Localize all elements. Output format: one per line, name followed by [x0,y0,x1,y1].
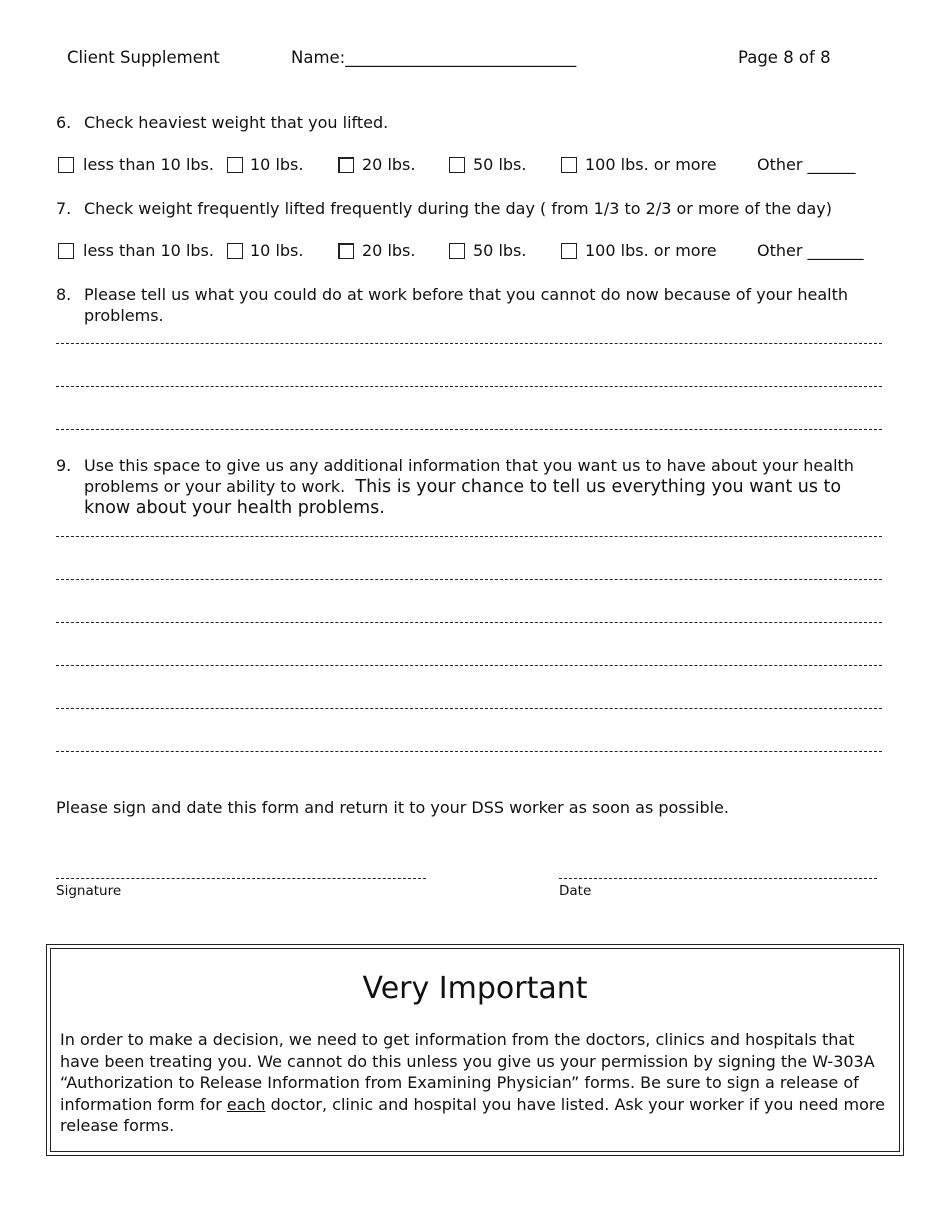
important-notice-inner [50,948,900,1152]
q7-checkbox-less-than-10[interactable] [58,243,74,259]
q6-option-label: 10 lbs. [250,155,304,174]
q7-text: Check weight frequently lifted frequently during the day ( from 1/3 to 2/3 or more of the day) [84,199,832,218]
q6-option-label: less than 10 lbs. [83,155,214,174]
q9-text-line2a: problems or your ability to work. [84,477,346,496]
important-text [60,1029,893,1137]
q9-text-line3: know about your health problems. [84,498,385,518]
q6-option-label: 20 lbs. [362,155,416,174]
q7-option-label: 10 lbs. [250,241,304,260]
q8-text-line2: problems. [84,306,164,325]
q6-option-label: 100 lbs. or more [585,155,717,174]
q9-text-line2b: This is your chance to tell us everything you want us to [355,477,842,497]
q7-checkbox-10[interactable] [227,243,243,259]
signature-label: Signature [56,883,122,899]
q9-text-line2 [84,477,841,497]
q8-answer-line-1[interactable] [56,343,882,344]
q9-text-line1: Use this space to give us any additional information that you want us to have about your health [84,456,854,475]
q9-answer-line-5[interactable] [56,708,882,709]
important-text-part2: doctor, clinic and hospital you have listed. Ask your worker if you need more release forms. [60,1094,885,1135]
q7-checkbox-100-or-more[interactable] [561,243,577,259]
q6-other-field[interactable]: Other ______ [757,155,856,174]
q6-checkbox-50[interactable] [449,157,465,173]
q7-checkbox-20[interactable] [338,243,354,259]
q7-option-label: less than 10 lbs. [83,241,214,260]
important-text-emphasis: each [226,1094,266,1114]
page-number: Page 8 of 8 [738,48,831,67]
q6-number: 6. [56,113,72,132]
q9-answer-line-1[interactable] [56,536,882,537]
q8-answer-line-2[interactable] [56,386,882,387]
q9-answer-line-2[interactable] [56,579,882,580]
q7-option-label: 20 lbs. [362,241,416,260]
q7-option-label: 50 lbs. [473,241,527,260]
signature-line[interactable] [56,878,426,879]
form-title: Client Supplement [67,48,220,67]
q6-checkbox-20[interactable] [338,157,354,173]
q8-number: 8. [56,285,72,304]
q9-answer-line-6[interactable] [56,751,882,752]
q7-checkbox-50[interactable] [449,243,465,259]
q9-answer-line-4[interactable] [56,665,882,666]
important-notice-box [46,944,904,1156]
important-title: Very Important [362,971,588,1006]
q6-text: Check heaviest weight that you lifted. [84,113,389,132]
q7-number: 7. [56,199,72,218]
q7-other-field[interactable]: Other _______ [757,241,864,260]
q9-number: 9. [56,456,72,475]
q8-answer-line-3[interactable] [56,429,882,430]
q6-checkbox-100-or-more[interactable] [561,157,577,173]
date-line[interactable] [559,878,877,879]
name-field[interactable]: Name:____________________________ [291,48,577,67]
important-text-part1: In order to make a decision, we need to get information from the doctors, clinics and hospitals that have been treating you. We cannot do this unless you give us your permission by signing the W-303A “Authorization to Release Information from Examining Physician” forms. Be sure to sign a release of information form for [60,1030,875,1114]
sign-instruction: Please sign and date this form and return it to your DSS worker as soon as possible. [56,798,729,817]
q7-option-label: 100 lbs. or more [585,241,717,260]
q6-option-label: 50 lbs. [473,155,527,174]
q9-answer-line-3[interactable] [56,622,882,623]
q6-checkbox-10[interactable] [227,157,243,173]
date-label: Date [559,883,592,899]
q6-checkbox-less-than-10[interactable] [58,157,74,173]
q8-text-line1: Please tell us what you could do at work before that you cannot do now because of your health [84,285,848,304]
